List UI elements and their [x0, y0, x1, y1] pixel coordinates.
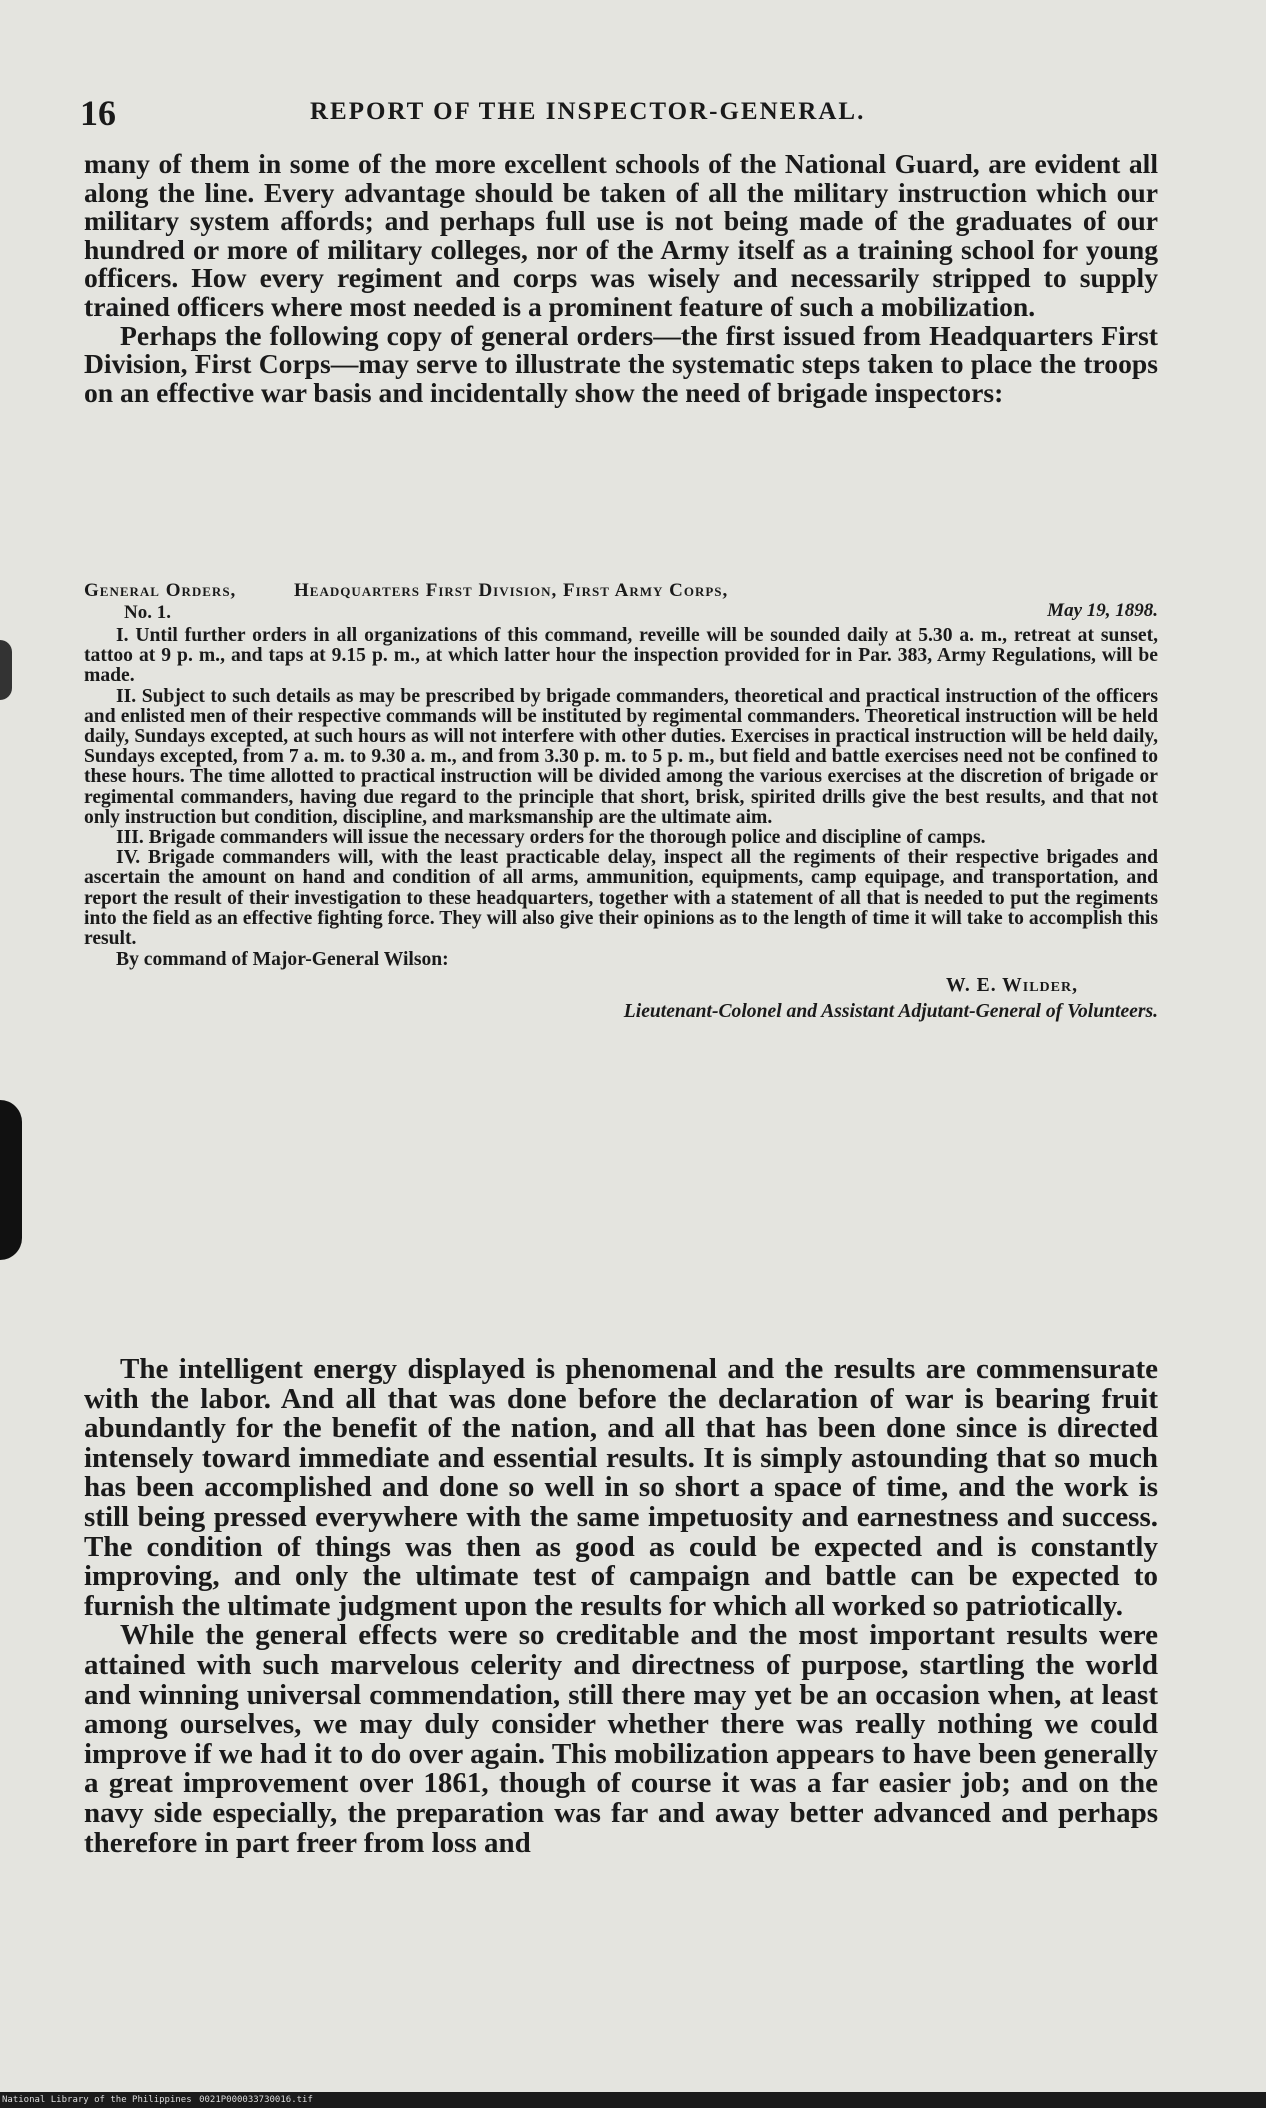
closing-text	[84, 1355, 1158, 1858]
intro-paragraph: many of them in some of the more excellent schools of the National Guard, are evident all along the line. Every advantage should be taken of all the military instruction which our military system affords; and perhaps full use is not being made of the graduates of our hundred or more of military colleges, nor of the Army itself as a training school for young officers. How every regiment and corps was wisely and necessarily stripped to supply trained officers where most needed is a prominent feature of such a mobilization.	[84, 148, 1158, 322]
order-paragraph: I. Until further orders in all organizations of this command, reveille will be sounded daily at 5.30 a. m., retreat at sunset, tattoo at 9 p. m., and taps at 9.15 p. m., at which latter hour the inspection provided for in Par. 383, Army Regulations, will be made.	[84, 625, 1158, 687]
signer-name: W. E. Wilder,	[946, 975, 1078, 997]
orders-date: May 19, 1898.	[1047, 600, 1158, 621]
footer-file-id: 0021P000033730016.tif	[199, 2095, 313, 2105]
order-paragraph: II. Subject to such details as may be prescribed by brigade commanders, theoretical and practical instruction of the officers and enlisted men of their respective commands will be instituted by regimental commanders. Theoretical instruction will be held daily, Sundays excepted, at such hours as will not interfere with other duties. Exercises in practical instruction will be held daily, Sundays excepted, from 7 a. m. to 9.30 a. m., and from 3.30 p. m. to 5 p. m., but field and battle exercises need not be confined to these hours. The time allotted to practical instruction will be divided among the various exercises at the discretion of brigade or regimental commanders, having due regard to the principle that short, brisk, spirited drills give the best results, and that not only instruction but condition, discipline, and marksmanship are the ultimate aim.	[84, 685, 1158, 828]
binding-shadow	[0, 1100, 22, 1260]
intro-text	[84, 150, 1158, 407]
closing-paragraph: While the general effects were so creditable and the most important results were attained with such marvelous celerity and directness of purpose, startling the world and winning universal commendation, still there may yet be an occasion when, at least among ourselves, we may duly consider whether there was really nothing we could improve if we had it to do over again. This mobilization appears to have been generally a great improvement over 1861, though of course it was a far easier job; and on the navy side especially, the preparation was far and away better advanced and perhaps therefore in part freer from loss and	[84, 1619, 1158, 1859]
intro-paragraph: Perhaps the following copy of general orders—the first issued from Headquarters First Division, First Corps—may serve to illustrate the systematic steps taken to place the troops on an effective war basis and incidentally show the need of brigade inspectors:	[84, 319, 1158, 408]
order-paragraph: III. Brigade commanders will issue the necessary orders for the thorough police and discipline of camps.	[116, 827, 986, 849]
orders-label: General Orders,	[84, 580, 237, 601]
closing-paragraph: The intelligent energy displayed is phenomenal and the results are commensurate with the labor. And all that was done before the declaration of war is bearing fruit abundantly for the benefit of the nation, and all that has been done since is directed intensely toward immediate and essential results. It is simply astounding that so much has been accomplished and done so well in so short a space of time, and the work is still being pressed everywhere with the same impetuosity and earnestness and success. The condition of things was then as good as could be expected and is constantly improving, and only the ultimate test of campaign and battle can be expected to furnish the ultimate judgment upon the results for which all worked so patriotically.	[84, 1353, 1158, 1622]
page-number: 16	[80, 93, 116, 133]
orders-headquarters: Headquarters First Division, First Army Corps,	[294, 580, 729, 601]
orders-number: No. 1.	[124, 602, 171, 623]
signer-title: Lieutenant-Colonel and Assistant Adjutant-General of Volunteers.	[623, 1001, 1158, 1023]
running-head: REPORT OF THE INSPECTOR-GENERAL.	[310, 98, 866, 125]
footer-library: National Library of the Philippines	[2, 2095, 192, 2105]
scan-footer	[0, 2092, 1266, 2108]
general-orders	[84, 580, 1158, 1023]
by-command-line: By command of Major-General Wilson:	[116, 949, 449, 971]
order-paragraph: IV. Brigade commanders will, with the least practicable delay, inspect all the regiments of their respective brigades and ascertain the amount on hand and condition of all arms, ammunition, equipments, camp equipage, and transportation, and report the result of their investigation to these headquarters, together with a statement of all that is needed to put the regiments into the field as an effective fighting force. They will also give their opinions as to the length of time it will take to accomplish this result.	[84, 847, 1158, 950]
page-header	[80, 92, 1160, 132]
orders-heading	[84, 580, 1158, 626]
binding-mark	[0, 640, 12, 700]
